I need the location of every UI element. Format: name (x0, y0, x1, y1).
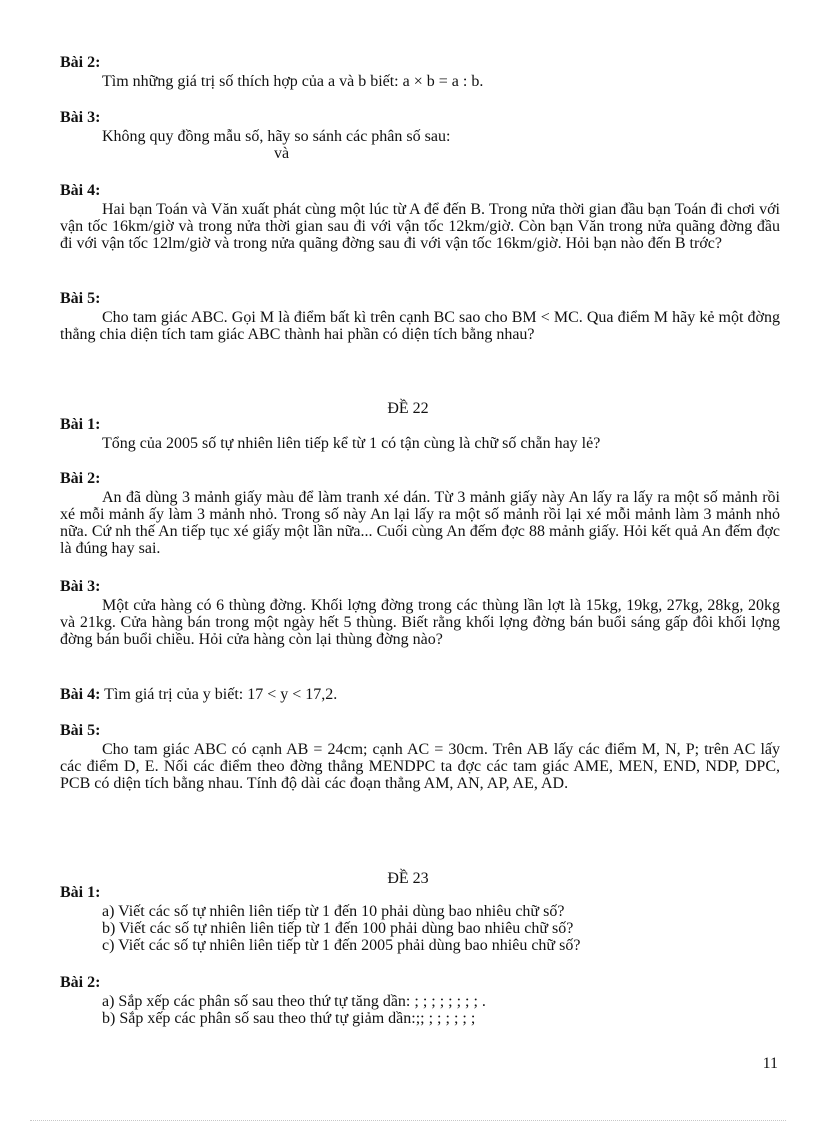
bai-text: Không quy đồng mẫu số, hãy so sánh các phân số sau: (102, 128, 451, 145)
bai-line (60, 686, 780, 703)
bai-item-a: a) Viết các số tự nhiên liên tiếp từ 1 đến 10 phải dùng bao nhiêu chữ số? (102, 903, 565, 920)
bai-label: Bài 2: (60, 974, 101, 991)
bai-text: Hai bạn Toán và Văn xuất phát cùng một lúc từ A để đến B. Trong nửa thời gian đầu bạn Toán đi chơi với vận tốc 16km/giờ và trong nửa thời gian sau đi với vận tốc 12km/giờ. Còn bạn Văn trong nửa quãng đờng đầu đi với vận tốc 12lm/giờ và trong nửa quãng đờng sau đi với vận tốc 16km/giờ. Hỏi bạn nào đến B trớc? (60, 201, 780, 252)
de-22-title: ĐỀ 22 (387, 400, 429, 417)
page-divider (30, 1120, 786, 1121)
de22-bai-3 (60, 578, 780, 648)
top-bai-3 (60, 109, 780, 162)
bai-label: Bài 1: (60, 884, 101, 901)
page-number: 11 (762, 1055, 778, 1072)
de22-bai-2 (60, 470, 780, 557)
bai-text: An đã dùng 3 mảnh giấy màu để làm tranh xé dán. Từ 3 mảnh giấy này An lấy ra lấy ra một số mảnh rồi xé mỗi mảnh ấy làm 3 mảnh nhỏ. Trong số này An lại lấy ra một số mảnh rồi lại xé mỗi mảnh làm 3 mảnh nhỏ nữa. Cứ nh thế An tiếp tục xé giấy một lần nữa... Cuối cùng An đếm đợc 88 mảnh giấy. Hỏi kết quả An đếm đợc là đúng hay sai. (60, 489, 780, 557)
top-bai-4 (60, 182, 780, 252)
bai-label: Bài 3: (60, 109, 101, 126)
top-bai-2 (60, 54, 780, 90)
bai-label: Bài 1: (60, 416, 101, 433)
bai-label: Bài 5: (60, 722, 101, 739)
bai-label: Bài 5: (60, 290, 101, 307)
bai-text: Tìm giá trị của y biết: 17 < y < 17,2. (104, 686, 338, 703)
bai-label: Bài 4: (60, 686, 101, 703)
bai-text-va: và (274, 145, 290, 162)
bai-item-b: b) Sắp xếp các phân số sau theo thứ tự giảm dần:;; ; ; ; ; ; ; (102, 1010, 476, 1027)
de23-bai-2 (60, 974, 780, 1027)
de22-bai-5 (60, 722, 780, 792)
bai-label: Bài 4: (60, 182, 101, 199)
bai-item-a: a) Sắp xếp các phân số sau theo thứ tự tăng dần: ; ; ; ; ; ; ; ; . (102, 993, 486, 1010)
top-bai-5 (60, 290, 780, 343)
de22-bai-1 (60, 416, 780, 452)
bai-text: Tổng của 2005 số tự nhiên liên tiếp kể từ 1 có tận cùng là chữ số chẵn hay lẻ? (102, 435, 601, 452)
bai-text: Cho tam giác ABC. Gọi M là điểm bất kì trên cạnh BC sao cho BM < MC. Qua điểm M hãy kẻ một đờng thẳng chia diện tích tam giác ABC thành hai phần có diện tích bằng nhau? (60, 309, 780, 343)
de-23-title: ĐỀ 23 (387, 870, 429, 887)
de22-bai-4 (60, 686, 780, 703)
de23-bai-1 (60, 884, 780, 954)
bai-text: Tìm những giá trị số thích hợp của a và b biết: a × b = a : b. (102, 73, 484, 90)
bai-item-c: c) Viết các số tự nhiên liên tiếp từ 1 đến 2005 phải dùng bao nhiêu chữ số? (102, 937, 581, 954)
bai-text: Cho tam giác ABC có cạnh AB = 24cm; cạnh AC = 30cm. Trên AB lấy các điểm M, N, P; trên AC lấy các điểm D, E. Nối các điểm theo đờng thẳng MENDPC ta đợc các tam giác AME, MEN, END, NDP, DPC, PCB có diện tích bằng nhau. Tính độ dài các đoạn thẳng AM, AN, AP, AE, AD. (60, 741, 780, 792)
bai-label: Bài 3: (60, 578, 101, 595)
bai-label: Bài 2: (60, 470, 101, 487)
bai-label: Bài 2: (60, 54, 101, 71)
bai-text: Một cửa hàng có 6 thùng đờng. Khối lợng đờng trong các thùng lần lợt là 15kg, 19kg, 27kg, 28kg, 20kg và 21kg. Cửa hàng bán trong một ngày hết 5 thùng. Biết rằng khối lợng đờng bán buổi sáng gấp đôi khối lợng đờng bán buổi chiều. Hỏi cửa hàng còn lại thùng đờng nào? (60, 597, 780, 648)
bai-item-b: b) Viết các số tự nhiên liên tiếp từ 1 đến 100 phải dùng bao nhiêu chữ số? (102, 920, 574, 937)
